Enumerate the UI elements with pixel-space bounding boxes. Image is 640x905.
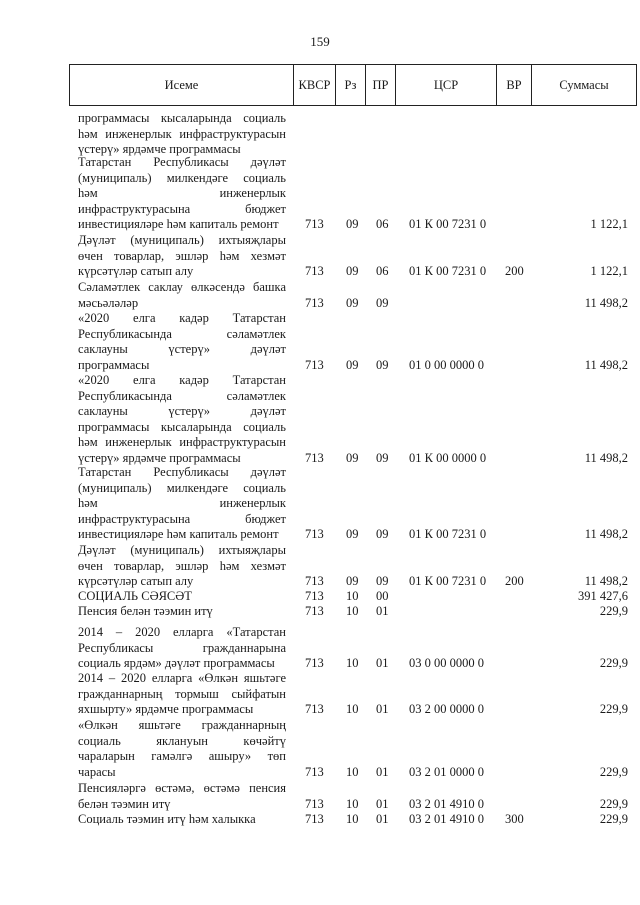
cell-csr: 03 2 01 0000 0 — [409, 764, 484, 779]
cell-csr: 03 2 01 4910 0 — [409, 796, 484, 811]
row-name-line: күрсәтүләр сатып алу — [78, 574, 194, 588]
cell-csr: 01 К 00 7231 0 — [409, 527, 487, 541]
cell-csr: 03 0 00 0000 0 — [409, 656, 484, 670]
cell-rz: 10 — [346, 589, 359, 603]
cell-pr: 06 — [376, 264, 389, 278]
cell-kvsr: 713 — [305, 295, 324, 310]
cell-sum: 229,9 — [599, 764, 628, 779]
cell-sum: 1 122,1 — [590, 264, 628, 278]
row-name — [78, 111, 286, 158]
row-name-line: 2014 – 2020 елларга «Татарстан — [78, 625, 286, 639]
cell-rz: 09 — [346, 217, 359, 231]
table-row — [0, 543, 640, 590]
column-header-kvsr: КВСР — [293, 65, 335, 105]
row-name — [78, 311, 286, 373]
row-name-line: «Өлкән яшьтәге гражданнарның — [78, 718, 286, 732]
cell-csr: 01 К 00 7231 0 — [409, 574, 487, 588]
row-name-line: гражданнарның тормыш сыйфатын — [78, 686, 286, 701]
row-name-line: «2020 елга кадәр Татарстан — [78, 373, 286, 387]
table-row — [0, 111, 640, 158]
row-name — [78, 280, 286, 311]
cell-sum: 11 498,2 — [584, 450, 628, 465]
cell-kvsr: 713 — [305, 217, 324, 231]
cell-pr: 00 — [376, 589, 389, 603]
cell-kvsr: 713 — [305, 264, 324, 278]
cell-kvsr: 713 — [305, 764, 324, 779]
cell-rz: 10 — [346, 702, 359, 716]
table-row — [0, 155, 640, 233]
row-name-line: һәм инженерлык инфраструктурасын — [78, 435, 286, 449]
table-row — [0, 604, 640, 620]
cell-rz: 09 — [346, 264, 359, 278]
table-header — [69, 64, 637, 106]
row-name-line: яхшырту» ярдәмче программасы — [78, 702, 254, 716]
column-header-vr: ВР — [496, 65, 531, 105]
column-header-csr: ЦСР — [395, 65, 496, 105]
table-row — [0, 718, 640, 780]
cell-kvsr: 713 — [305, 604, 324, 618]
cell-rz: 09 — [346, 527, 359, 541]
cell-sum: 11 498,2 — [584, 357, 628, 372]
row-name-line: саклауны үстерү» дәүләт — [78, 404, 286, 418]
cell-sum: 229,9 — [599, 796, 628, 811]
row-name-line: программасы — [78, 357, 150, 372]
table-row — [0, 465, 640, 543]
row-name-line: Пенсия белән тәэмин итү — [78, 604, 213, 618]
row-name-line: Татарстан Республикасы дәүләт — [78, 465, 286, 479]
table-row — [0, 311, 640, 373]
row-name-line: белән тәэмин итү — [78, 796, 171, 811]
cell-kvsr: 713 — [305, 450, 324, 465]
table-row — [0, 233, 640, 280]
row-name — [78, 781, 286, 812]
row-name-line: Социаль тәэмин итү һәм халыкка — [78, 812, 256, 826]
cell-rz: 10 — [346, 656, 359, 670]
table-row — [0, 373, 640, 466]
row-name-line: өчен товарлар, эшләр һәм хезмәт — [78, 558, 286, 573]
row-name — [78, 671, 286, 718]
column-header-pr: ПР — [365, 65, 395, 105]
row-name-line: программасы кысаларында социаль — [78, 111, 286, 125]
table-row — [0, 625, 640, 672]
cell-sum: 229,9 — [599, 702, 628, 716]
column-header-rz: Рз — [335, 65, 365, 105]
cell-pr: 01 — [376, 812, 389, 826]
row-name-line: инвестицияләре һәм капиталь ремонт — [78, 217, 279, 231]
cell-vr: 200 — [505, 264, 524, 278]
cell-pr: 09 — [376, 527, 389, 541]
cell-rz: 10 — [346, 796, 359, 811]
cell-sum: 11 498,2 — [584, 574, 628, 588]
row-name-line: чараларын гамәлгә ашыру» төп — [78, 749, 286, 763]
row-name-line: Республикасында сәламәтлек — [78, 388, 286, 403]
table-row — [0, 671, 640, 718]
cell-sum: 229,9 — [599, 656, 628, 670]
cell-rz: 09 — [346, 357, 359, 372]
cell-vr: 200 — [505, 574, 524, 588]
row-name-line: Республикасында сәламәтлек — [78, 326, 286, 341]
cell-kvsr: 713 — [305, 574, 324, 588]
row-name-line: Татарстан Республикасы дәүләт — [78, 155, 286, 169]
row-name — [78, 718, 286, 780]
cell-kvsr: 713 — [305, 812, 324, 826]
row-name-line: һәм инженерлык — [78, 186, 286, 200]
table-row — [0, 812, 640, 828]
cell-csr: 01 К 00 7231 0 — [409, 217, 487, 231]
row-name-line: чарасы — [78, 764, 116, 779]
row-name-line: Сәламәтлек саклау өлкәсендә башка — [78, 280, 286, 294]
cell-rz: 10 — [346, 604, 359, 618]
cell-csr: 03 2 00 0000 0 — [409, 702, 484, 716]
row-name — [78, 233, 286, 280]
cell-rz: 09 — [346, 450, 359, 465]
row-name — [78, 373, 286, 466]
row-name — [78, 543, 286, 590]
table-row — [0, 589, 640, 605]
page-number: 159 — [310, 34, 330, 49]
row-name-line: (муниципаль) милкендәге социаль — [78, 480, 286, 495]
row-name-line: социаль ярдәм» дәүләт программасы — [78, 656, 275, 670]
cell-pr: 09 — [376, 450, 389, 465]
cell-sum: 229,9 — [599, 812, 628, 826]
cell-kvsr: 713 — [305, 357, 324, 372]
row-name-line: күрсәтүләр сатып алу — [78, 264, 194, 278]
cell-kvsr: 713 — [305, 796, 324, 811]
cell-pr: 06 — [376, 217, 389, 231]
cell-pr: 09 — [376, 357, 389, 372]
row-name-line: (муниципаль) милкендәге социаль — [78, 170, 286, 185]
cell-pr: 01 — [376, 764, 389, 779]
cell-csr: 01 К 00 7231 0 — [409, 264, 487, 278]
row-name — [78, 155, 286, 233]
table-row — [0, 781, 640, 812]
cell-kvsr: 713 — [305, 527, 324, 541]
cell-pr: 01 — [376, 656, 389, 670]
row-name-line: үстерү» ярдәмче программасы — [78, 450, 241, 465]
cell-kvsr: 713 — [305, 656, 324, 670]
cell-csr: 01 К 00 0000 0 — [409, 450, 487, 465]
cell-sum: 229,9 — [599, 604, 628, 618]
row-name-line: инфраструктурасына бюджет — [78, 511, 286, 526]
row-name-line: үстерү» ярдәмче программасы — [78, 142, 241, 156]
cell-csr: 01 0 00 0000 0 — [409, 357, 484, 372]
cell-pr: 09 — [376, 574, 389, 588]
row-name-line: социаль яклануын көчәйтү — [78, 733, 286, 748]
column-header-sum: Суммасы — [531, 65, 636, 105]
cell-pr: 09 — [376, 295, 389, 310]
cell-rz: 10 — [346, 812, 359, 826]
cell-pr: 01 — [376, 604, 389, 618]
column-header-name: Исеме — [164, 77, 199, 92]
row-name-line: программасы кысаларында социаль — [78, 419, 286, 434]
row-name-line: саклауны үстерү» дәүләт — [78, 342, 286, 356]
row-name — [78, 812, 286, 828]
cell-sum: 11 498,2 — [584, 527, 628, 541]
row-name-line: өчен товарлар, эшләр һәм хезмәт — [78, 248, 286, 263]
row-name-line: һәм инженерлык — [78, 496, 286, 510]
row-name-line: инвестицияләре һәм капиталь ремонт — [78, 527, 279, 541]
cell-csr: 03 2 01 4910 0 — [409, 812, 484, 826]
row-name-line: мәсьәләләр — [78, 295, 139, 310]
row-name-line: Дәүләт (муниципаль) ихтыяҗлары — [78, 543, 286, 557]
row-name — [78, 465, 286, 543]
cell-rz: 10 — [346, 764, 359, 779]
cell-rz: 09 — [346, 574, 359, 588]
row-name-line: инфраструктурасына бюджет — [78, 201, 286, 216]
row-name-line: Республикасы гражданнарына — [78, 640, 286, 655]
cell-pr: 01 — [376, 702, 389, 716]
cell-sum: 1 122,1 — [590, 217, 628, 231]
cell-kvsr: 713 — [305, 702, 324, 716]
cell-sum: 11 498,2 — [584, 295, 628, 310]
row-name-line: Пенсияләргә өстәмә, өстәмә пенсия — [78, 781, 286, 795]
cell-vr: 300 — [505, 812, 524, 826]
cell-kvsr: 713 — [305, 589, 324, 603]
row-name-line: СОЦИАЛЬ СӘЯСӘТ — [78, 589, 192, 603]
row-name-line: һәм инженерлык инфраструктурасын — [78, 126, 286, 141]
row-name-line: Дәүләт (муниципаль) ихтыяҗлары — [78, 233, 286, 247]
row-name — [78, 589, 286, 605]
cell-sum: 391 427,6 — [578, 589, 628, 603]
row-name — [78, 604, 286, 620]
table-row — [0, 280, 640, 311]
row-name-line: 2014 – 2020 елларга «Өлкән яшьтәге — [78, 671, 286, 685]
row-name — [78, 625, 286, 672]
cell-pr: 01 — [376, 796, 389, 811]
row-name-line: «2020 елга кадәр Татарстан — [78, 311, 286, 325]
cell-rz: 09 — [346, 295, 359, 310]
